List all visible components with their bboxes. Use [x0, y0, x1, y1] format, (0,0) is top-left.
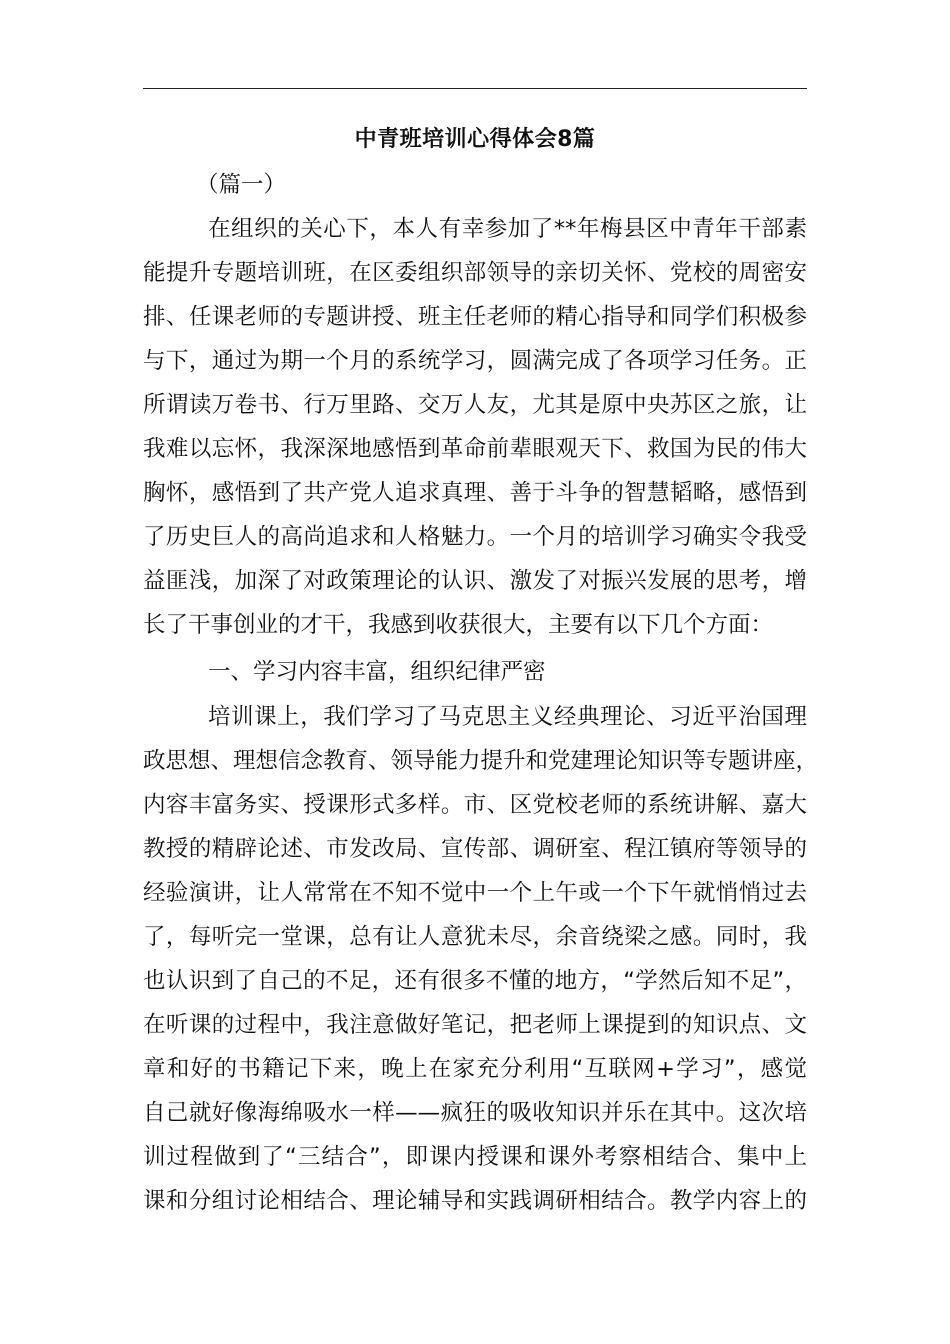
paragraph-line: 自己就好像海绵吸水一样——疯狂的吸收知识并乐在其中。这次培	[143, 1100, 807, 1126]
paragraph-line: 教授的精辟论述、市发改局、宣传部、调研室、程江镇府等领导的	[143, 836, 807, 862]
paragraph-line: 内容丰富务实、授课形式多样。市、区党校老师的系统讲解、嘉大	[143, 792, 807, 818]
paragraph-line: 与下，通过为期一个月的系统学习，圆满完成了各项学习任务。正	[143, 348, 807, 374]
paragraph-line: 长了干事创业的才干，我感到收获很大，主要有以下几个方面：	[143, 612, 774, 638]
paragraph-line: 培训课上，我们学习了马克思主义经典理论、习近平治国理	[208, 704, 807, 730]
paragraph-line: 所谓读万卷书、行万里路、交万人友，尤其是原中央苏区之旅，让	[143, 392, 807, 418]
paragraph-line: 经验演讲，让人常常在不知不觉中一个上午或一个下午就悄悄过去	[143, 880, 807, 906]
document-title: 中青班培训心得体会8篇	[354, 127, 596, 152]
paragraph-line: 也认识到了自己的不足，还有很多不懂的地方，“学然后知不足”，	[143, 968, 807, 994]
paragraph-line: 在组织的关心下，本人有幸参加了**年梅县区中青年干部素	[208, 216, 807, 242]
paragraph-line: 了，每听完一堂课，总有让人意犹未尽，余音绕梁之感。同时，我	[143, 924, 807, 950]
paragraph-line: 训过程做到了“三结合”，即课内授课和课外考察相结合、集中上	[143, 1144, 807, 1170]
section-label: （篇一）	[196, 172, 287, 198]
paragraph-line: 益匪浅，加深了对政策理论的认识、激发了对振兴发展的思考，增	[143, 568, 807, 594]
paragraph-line: 课和分组讨论相结合、理论辅导和实践调研相结合。教学内容上的	[143, 1188, 807, 1214]
paragraph-line: 章和好的书籍记下来，晚上在家充分利用“互联网+学习”，感觉	[143, 1056, 807, 1082]
paragraph-line: 能提升专题培训班，在区委组织部领导的亲切关怀、党校的周密安	[143, 260, 807, 286]
paragraph-line: 胸怀，感悟到了共产党人追求真理、善于斗争的智慧韬略，感悟到	[143, 480, 807, 506]
section-heading: 一、学习内容丰富，组织纪律严密	[208, 659, 546, 685]
paragraph-line: 排、任课老师的专题讲授、班主任老师的精心指导和同学们积极参	[143, 304, 807, 330]
paragraph-line: 了历史巨人的高尚追求和人格魅力。一个月的培训学习确实令我受	[143, 524, 807, 550]
header-rule	[143, 88, 807, 89]
paragraph-line: 政思想、理想信念教育、领导能力提升和党建理论知识等专题讲座，	[143, 748, 819, 774]
paragraph-line: 在听课的过程中，我注意做好笔记，把老师上课提到的知识点、文	[143, 1012, 807, 1038]
paragraph-line: 我难以忘怀，我深深地感悟到革命前辈眼观天下、救国为民的伟大	[143, 436, 807, 462]
